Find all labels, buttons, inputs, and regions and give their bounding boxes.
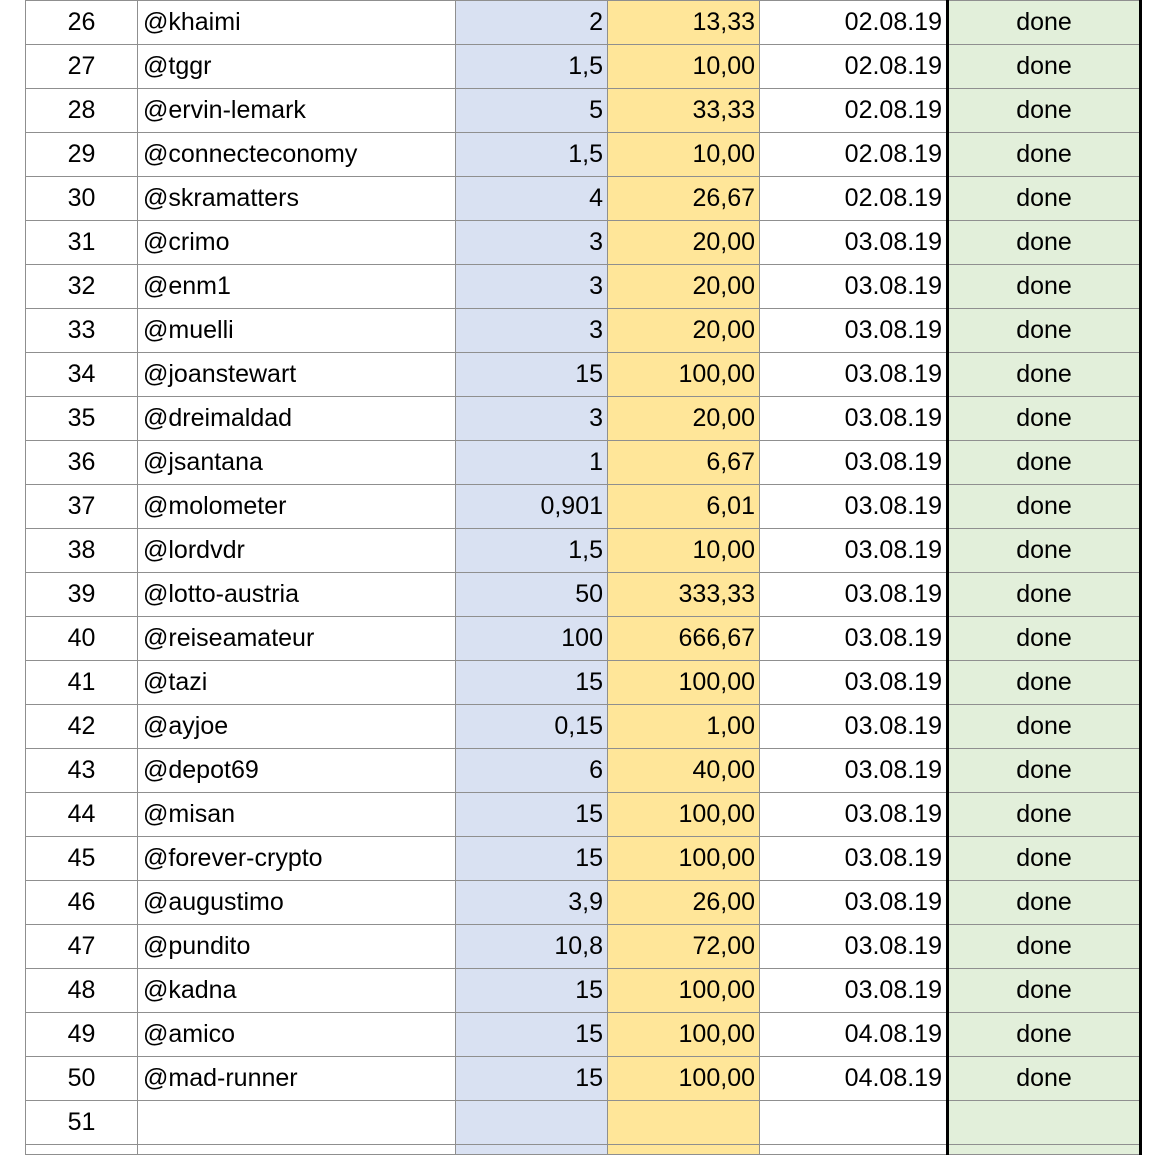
- row-number-cell[interactable]: 28: [26, 89, 138, 133]
- status-cell[interactable]: done: [948, 1, 1141, 45]
- row-number-cell[interactable]: 42: [26, 705, 138, 749]
- value-cell[interactable]: 26,67: [608, 177, 760, 221]
- table-row: [26, 1101, 1141, 1145]
- status-cell[interactable]: done: [948, 353, 1141, 397]
- row-number-cell[interactable]: 27: [26, 45, 138, 89]
- date-cell[interactable]: 03.08.19: [760, 265, 948, 309]
- username-cell[interactable]: @mad-runner: [138, 1057, 456, 1101]
- status-cell[interactable]: done: [948, 969, 1141, 1013]
- date-cell[interactable]: 03.08.19: [760, 793, 948, 837]
- status-cell[interactable]: done: [948, 1057, 1141, 1101]
- username-cell[interactable]: @augustimo: [138, 881, 456, 925]
- date-cell[interactable]: 03.08.19: [760, 309, 948, 353]
- username-cell[interactable]: @molometer: [138, 485, 456, 529]
- amount-cell[interactable]: 15: [456, 661, 608, 705]
- amount-cell[interactable]: 0,15: [456, 705, 608, 749]
- spreadsheet-table: [25, 0, 1142, 1155]
- amount-cell[interactable]: 1,5: [456, 529, 608, 573]
- row-number-cell[interactable]: 46: [26, 881, 138, 925]
- row-number-cell[interactable]: 33: [26, 309, 138, 353]
- date-cell[interactable]: 02.08.19: [760, 177, 948, 221]
- row-number-cell[interactable]: 26: [26, 1, 138, 45]
- row-number-cell[interactable]: 40: [26, 617, 138, 661]
- value-cell[interactable]: 100,00: [608, 661, 760, 705]
- amount-cell[interactable]: 1: [456, 441, 608, 485]
- row-number-cell[interactable]: 34: [26, 353, 138, 397]
- row-number-cell[interactable]: 30: [26, 177, 138, 221]
- table-row: [26, 133, 1141, 177]
- username-cell[interactable]: @ayjoe: [138, 705, 456, 749]
- date-cell[interactable]: 02.08.19: [760, 45, 948, 89]
- username-cell[interactable]: @tazi: [138, 661, 456, 705]
- username-cell[interactable]: @khaimi: [138, 1, 456, 45]
- status-cell[interactable]: done: [948, 397, 1141, 441]
- table-row-partial: [26, 1145, 1141, 1155]
- table-row: [26, 265, 1141, 309]
- row-number-cell[interactable]: 36: [26, 441, 138, 485]
- amount-cell[interactable]: 4: [456, 177, 608, 221]
- row-number-cell[interactable]: 29: [26, 133, 138, 177]
- date-cell[interactable]: 02.08.19: [760, 1, 948, 45]
- username-cell[interactable]: @ervin-lemark: [138, 89, 456, 133]
- value-cell-partial[interactable]: [608, 1145, 760, 1155]
- date-cell[interactable]: 03.08.19: [760, 881, 948, 925]
- amount-cell[interactable]: 6: [456, 749, 608, 793]
- status-cell[interactable]: done: [948, 617, 1141, 661]
- amount-cell[interactable]: 3: [456, 221, 608, 265]
- username-cell-partial[interactable]: [138, 1145, 456, 1155]
- date-cell[interactable]: 03.08.19: [760, 837, 948, 881]
- username-cell[interactable]: @muelli: [138, 309, 456, 353]
- amount-cell[interactable]: 3,9: [456, 881, 608, 925]
- status-cell[interactable]: done: [948, 793, 1141, 837]
- row-number-cell[interactable]: 32: [26, 265, 138, 309]
- date-cell[interactable]: [760, 1101, 948, 1145]
- amount-cell[interactable]: 15: [456, 837, 608, 881]
- username-cell[interactable]: @enm1: [138, 265, 456, 309]
- value-cell[interactable]: 333,33: [608, 573, 760, 617]
- username-cell[interactable]: @kadna: [138, 969, 456, 1013]
- status-cell[interactable]: done: [948, 1013, 1141, 1057]
- username-cell[interactable]: @pundito: [138, 925, 456, 969]
- status-cell[interactable]: done: [948, 837, 1141, 881]
- username-cell[interactable]: @crimo: [138, 221, 456, 265]
- row-number-cell[interactable]: 38: [26, 529, 138, 573]
- date-cell[interactable]: 02.08.19: [760, 89, 948, 133]
- value-cell[interactable]: 100,00: [608, 353, 760, 397]
- value-cell[interactable]: 72,00: [608, 925, 760, 969]
- date-cell[interactable]: 03.08.19: [760, 969, 948, 1013]
- value-cell[interactable]: 10,00: [608, 529, 760, 573]
- table-row: [26, 441, 1141, 485]
- amount-cell[interactable]: 5: [456, 89, 608, 133]
- username-cell[interactable]: @joanstewart: [138, 353, 456, 397]
- status-cell[interactable]: done: [948, 529, 1141, 573]
- table-row: [26, 397, 1141, 441]
- amount-cell[interactable]: 15: [456, 1057, 608, 1101]
- amount-cell[interactable]: 50: [456, 573, 608, 617]
- value-cell[interactable]: 10,00: [608, 45, 760, 89]
- status-cell[interactable]: done: [948, 133, 1141, 177]
- amount-cell[interactable]: 2: [456, 1, 608, 45]
- table-row: [26, 1, 1141, 45]
- value-cell[interactable]: 6,01: [608, 485, 760, 529]
- value-cell[interactable]: 666,67: [608, 617, 760, 661]
- value-cell[interactable]: 1,00: [608, 705, 760, 749]
- table-row: [26, 177, 1141, 221]
- table-row: [26, 793, 1141, 837]
- status-cell-partial[interactable]: [948, 1145, 1141, 1155]
- username-cell[interactable]: @forever-crypto: [138, 837, 456, 881]
- value-cell[interactable]: 6,67: [608, 441, 760, 485]
- table-row: [26, 89, 1141, 133]
- row-number-cell[interactable]: 39: [26, 573, 138, 617]
- status-cell[interactable]: done: [948, 925, 1141, 969]
- date-cell[interactable]: 03.08.19: [760, 441, 948, 485]
- status-cell[interactable]: done: [948, 573, 1141, 617]
- username-cell[interactable]: @reiseamateur: [138, 617, 456, 661]
- table-row: [26, 309, 1141, 353]
- row-number-cell[interactable]: 50: [26, 1057, 138, 1101]
- value-cell[interactable]: 20,00: [608, 397, 760, 441]
- username-cell[interactable]: @dreimaldad: [138, 397, 456, 441]
- username-cell[interactable]: [138, 1101, 456, 1145]
- table-row: [26, 705, 1141, 749]
- table-row: [26, 529, 1141, 573]
- status-cell[interactable]: done: [948, 265, 1141, 309]
- status-cell[interactable]: done: [948, 45, 1141, 89]
- date-cell[interactable]: 03.08.19: [760, 221, 948, 265]
- table-row: [26, 221, 1141, 265]
- amount-cell[interactable]: 15: [456, 353, 608, 397]
- status-cell[interactable]: done: [948, 89, 1141, 133]
- username-cell[interactable]: @lordvdr: [138, 529, 456, 573]
- username-cell[interactable]: @skramatters: [138, 177, 456, 221]
- status-cell[interactable]: done: [948, 485, 1141, 529]
- value-cell[interactable]: 10,00: [608, 133, 760, 177]
- date-cell[interactable]: 03.08.19: [760, 485, 948, 529]
- table-row: [26, 661, 1141, 705]
- amount-cell[interactable]: [456, 1101, 608, 1145]
- date-cell[interactable]: 03.08.19: [760, 925, 948, 969]
- amount-cell[interactable]: 1,5: [456, 133, 608, 177]
- value-cell[interactable]: 26,00: [608, 881, 760, 925]
- value-cell[interactable]: [608, 1101, 760, 1145]
- table-row: [26, 1057, 1141, 1101]
- username-cell[interactable]: @connecteconomy: [138, 133, 456, 177]
- value-cell[interactable]: 100,00: [608, 969, 760, 1013]
- table-row: [26, 837, 1141, 881]
- amount-cell[interactable]: 3: [456, 309, 608, 353]
- table-row: [26, 1013, 1141, 1057]
- amount-cell[interactable]: 15: [456, 969, 608, 1013]
- row-number-cell[interactable]: 45: [26, 837, 138, 881]
- value-cell[interactable]: 100,00: [608, 1057, 760, 1101]
- status-cell[interactable]: done: [948, 441, 1141, 485]
- table-row: [26, 45, 1141, 89]
- status-cell[interactable]: [948, 1101, 1141, 1145]
- value-cell[interactable]: 20,00: [608, 309, 760, 353]
- date-cell[interactable]: 03.08.19: [760, 529, 948, 573]
- date-cell-partial[interactable]: [760, 1145, 948, 1155]
- username-cell[interactable]: @lotto-austria: [138, 573, 456, 617]
- date-cell[interactable]: 04.08.19: [760, 1057, 948, 1101]
- date-cell[interactable]: 03.08.19: [760, 617, 948, 661]
- value-cell[interactable]: 13,33: [608, 1, 760, 45]
- row-number-cell[interactable]: 35: [26, 397, 138, 441]
- value-cell[interactable]: 100,00: [608, 1013, 760, 1057]
- table-row: [26, 485, 1141, 529]
- status-cell[interactable]: done: [948, 881, 1141, 925]
- username-cell[interactable]: @misan: [138, 793, 456, 837]
- username-cell[interactable]: @tggr: [138, 45, 456, 89]
- row-number-cell[interactable]: 51: [26, 1101, 138, 1145]
- amount-cell[interactable]: 15: [456, 793, 608, 837]
- date-cell[interactable]: 03.08.19: [760, 573, 948, 617]
- value-cell[interactable]: 33,33: [608, 89, 760, 133]
- date-cell[interactable]: 03.08.19: [760, 749, 948, 793]
- row-number-cell[interactable]: 31: [26, 221, 138, 265]
- date-cell[interactable]: 03.08.19: [760, 661, 948, 705]
- status-cell[interactable]: done: [948, 661, 1141, 705]
- row-number-cell[interactable]: 41: [26, 661, 138, 705]
- table-row: [26, 573, 1141, 617]
- date-cell[interactable]: 03.08.19: [760, 397, 948, 441]
- status-cell[interactable]: done: [948, 177, 1141, 221]
- table-row: [26, 969, 1141, 1013]
- status-cell[interactable]: done: [948, 309, 1141, 353]
- amount-cell[interactable]: 3: [456, 265, 608, 309]
- table-row: [26, 749, 1141, 793]
- table-row: [26, 617, 1141, 661]
- status-cell[interactable]: done: [948, 705, 1141, 749]
- amount-cell[interactable]: 0,901: [456, 485, 608, 529]
- date-cell[interactable]: 02.08.19: [760, 133, 948, 177]
- spreadsheet-body: [26, 1, 1141, 1155]
- amount-cell[interactable]: 100: [456, 617, 608, 661]
- row-number-cell[interactable]: 37: [26, 485, 138, 529]
- username-cell[interactable]: @depot69: [138, 749, 456, 793]
- amount-cell[interactable]: 1,5: [456, 45, 608, 89]
- amount-cell[interactable]: 15: [456, 1013, 608, 1057]
- username-cell[interactable]: @amico: [138, 1013, 456, 1057]
- amount-cell[interactable]: 3: [456, 397, 608, 441]
- date-cell[interactable]: 04.08.19: [760, 1013, 948, 1057]
- amount-cell-partial[interactable]: [456, 1145, 608, 1155]
- row-number-cell[interactable]: 44: [26, 793, 138, 837]
- date-cell[interactable]: 03.08.19: [760, 705, 948, 749]
- date-cell[interactable]: 03.08.19: [760, 353, 948, 397]
- status-cell[interactable]: done: [948, 221, 1141, 265]
- row-number-cell[interactable]: 49: [26, 1013, 138, 1057]
- row-number-cell[interactable]: 48: [26, 969, 138, 1013]
- value-cell[interactable]: 100,00: [608, 837, 760, 881]
- value-cell[interactable]: 20,00: [608, 221, 760, 265]
- row-number-cell[interactable]: 47: [26, 925, 138, 969]
- table-row: [26, 353, 1141, 397]
- table-row: [26, 925, 1141, 969]
- value-cell[interactable]: 20,00: [608, 265, 760, 309]
- value-cell[interactable]: 100,00: [608, 793, 760, 837]
- table-row: [26, 881, 1141, 925]
- value-cell[interactable]: 40,00: [608, 749, 760, 793]
- row-number-cell[interactable]: 43: [26, 749, 138, 793]
- row-number-cell-partial[interactable]: [26, 1145, 138, 1155]
- username-cell[interactable]: @jsantana: [138, 441, 456, 485]
- status-cell[interactable]: done: [948, 749, 1141, 793]
- amount-cell[interactable]: 10,8: [456, 925, 608, 969]
